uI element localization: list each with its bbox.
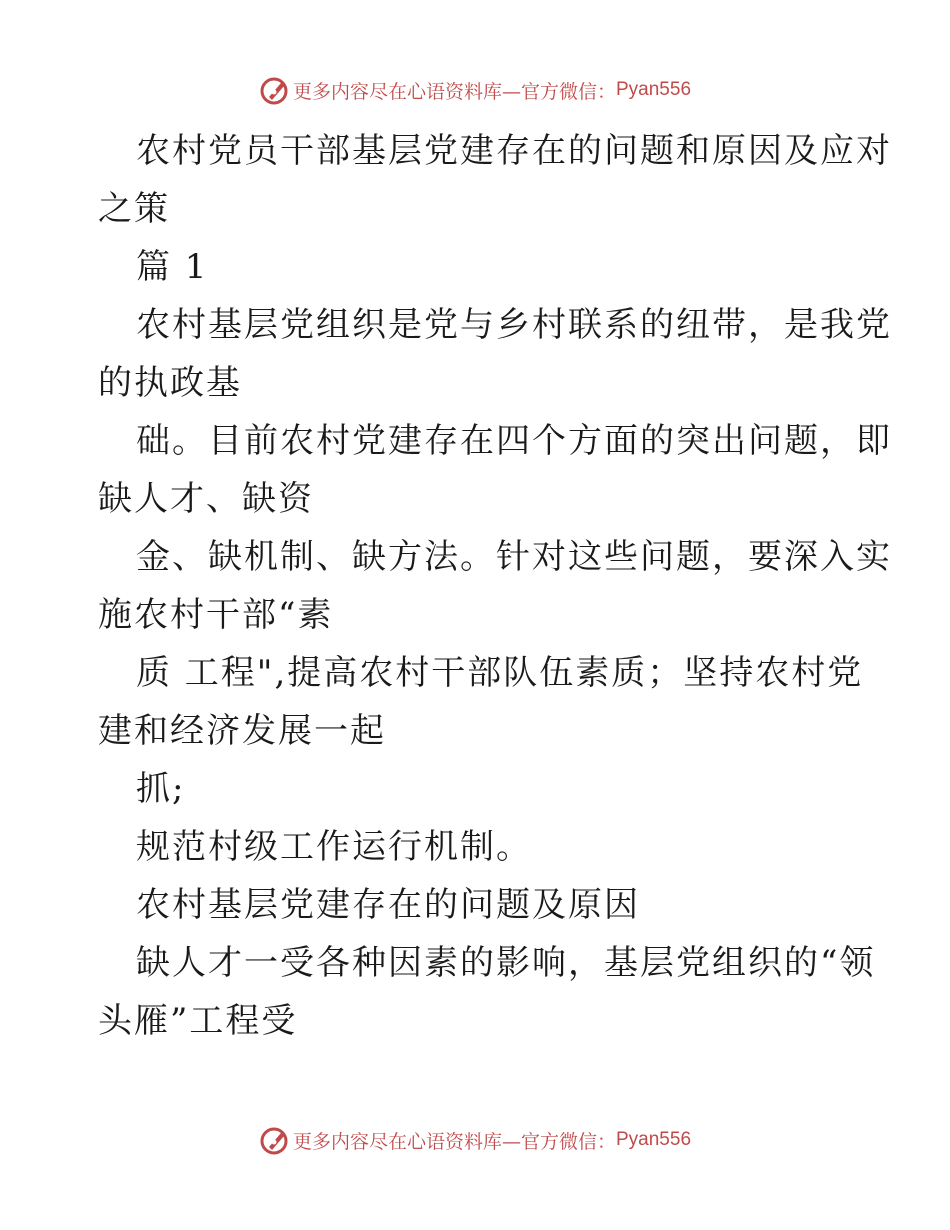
doc-paragraph-line: 建和经济发展一起 (98, 711, 386, 751)
footer-wechat-id: Pyan556 (616, 1129, 692, 1150)
pen-nib-circle-icon (259, 75, 289, 105)
header-wechat-id: Pyan556 (616, 79, 692, 100)
doc-paragraph-line: 头雁”工程受 (98, 1001, 298, 1041)
footer-banner (0, 1120, 950, 1160)
doc-section-label: 篇 1 (136, 247, 209, 287)
doc-paragraph-line: 的执政基 (98, 363, 242, 403)
footer-banner-text: 更多内容尽在心语资料库—官方微信： (292, 1130, 616, 1153)
doc-paragraph-line: 缺人才一受各种因素的影响，基层党组织的“领 (136, 943, 876, 983)
pen-nib-circle-icon (259, 1125, 289, 1155)
doc-paragraph-line: 农村基层党组织是党与乡村联系的纽带，是我党 (136, 305, 892, 345)
header-banner (0, 70, 950, 110)
document-body (98, 122, 892, 1050)
doc-paragraph-line: 缺人才、缺资 (98, 479, 314, 519)
doc-paragraph-line: 础。目前农村党建存在四个方面的突出问题，即 (136, 421, 892, 461)
doc-title-line-1: 农村党员干部基层党建存在的问题和原因及应对 (136, 131, 892, 171)
doc-paragraph-line: 质 工程",提高农村干部队伍素质；坚持农村党 (136, 653, 864, 693)
doc-title-line-2: 之策 (98, 189, 170, 229)
doc-paragraph-line: 抓; (136, 769, 186, 809)
doc-paragraph-line: 规范村级工作运行机制。 (136, 827, 532, 867)
doc-paragraph-line: 施农村干部“素 (98, 595, 334, 635)
header-banner-text: 更多内容尽在心语资料库—官方微信： (292, 80, 616, 103)
doc-subheading: 农村基层党建存在的问题及原因 (136, 885, 640, 925)
doc-paragraph-line: 金、缺机制、缺方法。针对这些问题，要深入实 (136, 537, 892, 577)
